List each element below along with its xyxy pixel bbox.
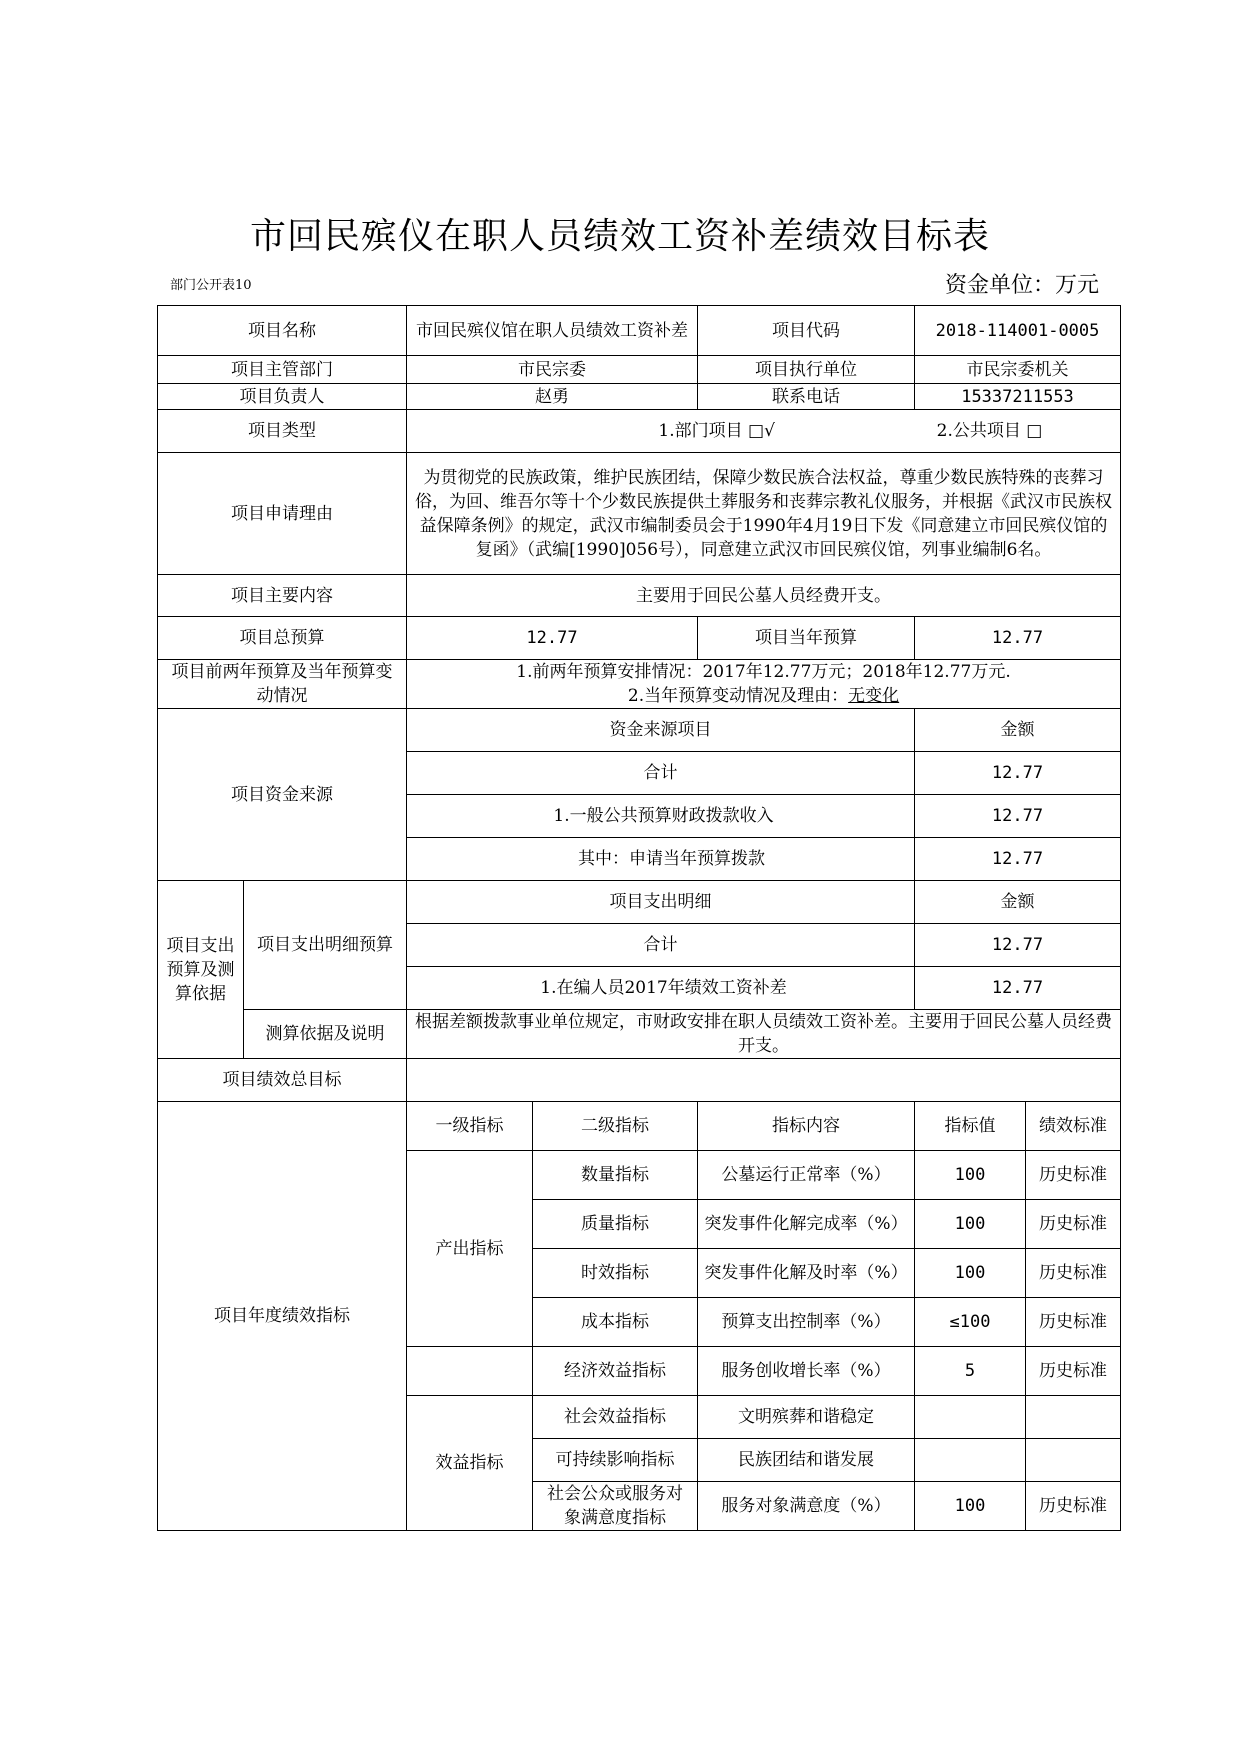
leader-value: 赵勇: [407, 384, 698, 410]
benefit-indicator-label: 效益指标: [407, 1396, 533, 1531]
indicator-content: 预算支出控制率（%）: [698, 1298, 915, 1347]
indicator-level2: 可持续影响指标: [533, 1439, 698, 1482]
indicator-standard: [1026, 1439, 1121, 1482]
overall-goal-text: [407, 1059, 1121, 1102]
project-code-label: 项目代码: [698, 306, 915, 356]
indicator-content: 公墓运行正常率（%）: [698, 1151, 915, 1200]
indicator-value: 100: [915, 1200, 1026, 1249]
expense-total-label: 合计: [407, 924, 915, 967]
indicator-standard: 历史标准: [1026, 1200, 1121, 1249]
page-title: 市回民殡仪在职人员绩效工资补差绩效目标表: [249, 216, 990, 257]
expense-item-header: 项目支出明细: [407, 881, 915, 924]
indicator-standard: 历史标准: [1026, 1249, 1121, 1298]
header-level2: 二级指标: [533, 1102, 698, 1151]
funding-row1-value: 12.77: [915, 795, 1121, 838]
budget-change-line1: 1.前两年预算安排情况：2017年12.77万元；2018年12.77万元.: [516, 662, 1011, 682]
exec-unit-value: 市民宗委机关: [915, 356, 1121, 384]
project-code-value: 2018-114001-0005: [915, 306, 1121, 356]
expense-amount-header: 金额: [915, 881, 1121, 924]
indicator-value: [915, 1439, 1026, 1482]
expense-detail-label: 项目支出明细预算: [244, 881, 407, 1010]
budget-change-line2: [413, 684, 1114, 708]
indicator-value: [915, 1396, 1026, 1439]
phone-label: 联系电话: [698, 384, 915, 410]
output-indicator-label: 产出指标: [407, 1151, 533, 1347]
phone-value: 15337211553: [915, 384, 1121, 410]
indicator-standard: 历史标准: [1026, 1298, 1121, 1347]
indicator-standard: [1026, 1396, 1121, 1439]
content-label: 项目主要内容: [158, 575, 407, 617]
indicator-standard: 历史标准: [1026, 1482, 1121, 1531]
project-type-options: [407, 410, 1121, 453]
project-name-value: 市回民殡仪馆在职人员绩效工资补差: [407, 306, 698, 356]
calc-basis-text: 根据差额拨款事业单位规定，市财政安排在职人员绩效工资补差。主要用于回民公墓人员经费开支。: [407, 1010, 1121, 1059]
indicator-value: 5: [915, 1347, 1026, 1396]
indicator-content: 文明殡葬和谐稳定: [698, 1396, 915, 1439]
indicator-level2: 社会效益指标: [533, 1396, 698, 1439]
indicator-standard: 历史标准: [1026, 1151, 1121, 1200]
project-name-label: 项目名称: [158, 306, 407, 356]
content-text: 主要用于回民公墓人员经费开支。: [407, 575, 1121, 617]
indicator-value: 100: [915, 1482, 1026, 1531]
indicator-value: ≤100: [915, 1298, 1026, 1347]
indicator-standard: 历史标准: [1026, 1347, 1121, 1396]
indicator-content: 服务创收增长率（%）: [698, 1347, 915, 1396]
funding-total-value: 12.77: [915, 752, 1121, 795]
performance-target-table: [157, 305, 1121, 1531]
project-type-label: 项目类型: [158, 410, 407, 453]
calc-basis-label: 测算依据及说明: [244, 1010, 407, 1059]
header-standard: 绩效标准: [1026, 1102, 1121, 1151]
budget-change-prefix: 2.当年预算变动情况及理由：: [627, 686, 849, 706]
funding-row2-label: 其中：申请当年预算拨款: [407, 838, 915, 881]
funding-total-label: 合计: [407, 752, 915, 795]
budget-change-reason: 无变化: [848, 686, 900, 706]
indicator-level2: 社会公众或服务对象满意度指标: [533, 1482, 698, 1531]
funding-row1-label: 1.一般公共预算财政拨款收入: [407, 795, 915, 838]
funding-source-label: 项目资金来源: [158, 709, 407, 881]
indicator-value: 100: [915, 1249, 1026, 1298]
leader-label: 项目负责人: [158, 384, 407, 410]
indicator-value: 100: [915, 1151, 1026, 1200]
indicator-level2: 时效指标: [533, 1249, 698, 1298]
type-option-public: 2.公共项目 □: [936, 421, 1043, 441]
indicator-level1-blank: [407, 1347, 533, 1396]
budget-change-text: [407, 660, 1121, 709]
form-number: 部门公开表10: [170, 278, 252, 293]
reason-label: 项目申请理由: [158, 453, 407, 575]
budget-change-label: 项目前两年预算及当年预算变动情况: [158, 660, 407, 709]
dept-value: 市民宗委: [407, 356, 698, 384]
currency-unit: 资金单位：万元: [944, 273, 1099, 298]
overall-goal-label: 项目绩效总目标: [158, 1059, 407, 1102]
type-option-dept: 1.部门项目 □√: [658, 421, 775, 441]
reason-text: 为贯彻党的民族政策，维护民族团结，保障少数民族合法权益，尊重少数民族特殊的丧葬习俗，为回、维吾尔等十个少数民族提供土葬服务和丧葬宗教礼仪服务，并根据《武汉市民族权益保障条例》的规定，武汉市编制委员会于1990年4月19日下发《同意建立市回民殡仪馆的复函》（武编[1990]056号），同意建立武汉市回民殡仪馆，列事业编制6名。: [407, 453, 1121, 575]
year-budget-label: 项目当年预算: [698, 617, 915, 660]
indicator-level2: 成本指标: [533, 1298, 698, 1347]
funding-item-header: 资金来源项目: [407, 709, 915, 752]
expense-total-value: 12.77: [915, 924, 1121, 967]
indicator-content: 突发事件化解完成率（%）: [698, 1200, 915, 1249]
indicator-level2: 数量指标: [533, 1151, 698, 1200]
year-budget-value: 12.77: [915, 617, 1121, 660]
total-budget-label: 项目总预算: [158, 617, 407, 660]
funding-row2-value: 12.77: [915, 838, 1121, 881]
indicator-content: 突发事件化解及时率（%）: [698, 1249, 915, 1298]
indicator-content: 民族团结和谐发展: [698, 1439, 915, 1482]
expense-row1-label: 1.在编人员2017年绩效工资补差: [407, 967, 915, 1010]
indicator-content: 服务对象满意度（%）: [698, 1482, 915, 1531]
expense-basis-label: 项目支出预算及测算依据: [158, 881, 244, 1059]
annual-indicators-label: 项目年度绩效指标: [158, 1102, 407, 1531]
exec-unit-label: 项目执行单位: [698, 356, 915, 384]
indicator-level2: 质量指标: [533, 1200, 698, 1249]
funding-amount-header: 金额: [915, 709, 1121, 752]
header-content: 指标内容: [698, 1102, 915, 1151]
header-value: 指标值: [915, 1102, 1026, 1151]
total-budget-value: 12.77: [407, 617, 698, 660]
indicator-level2: 经济效益指标: [533, 1347, 698, 1396]
dept-label: 项目主管部门: [158, 356, 407, 384]
expense-row1-value: 12.77: [915, 967, 1121, 1010]
header-level1: 一级指标: [407, 1102, 533, 1151]
